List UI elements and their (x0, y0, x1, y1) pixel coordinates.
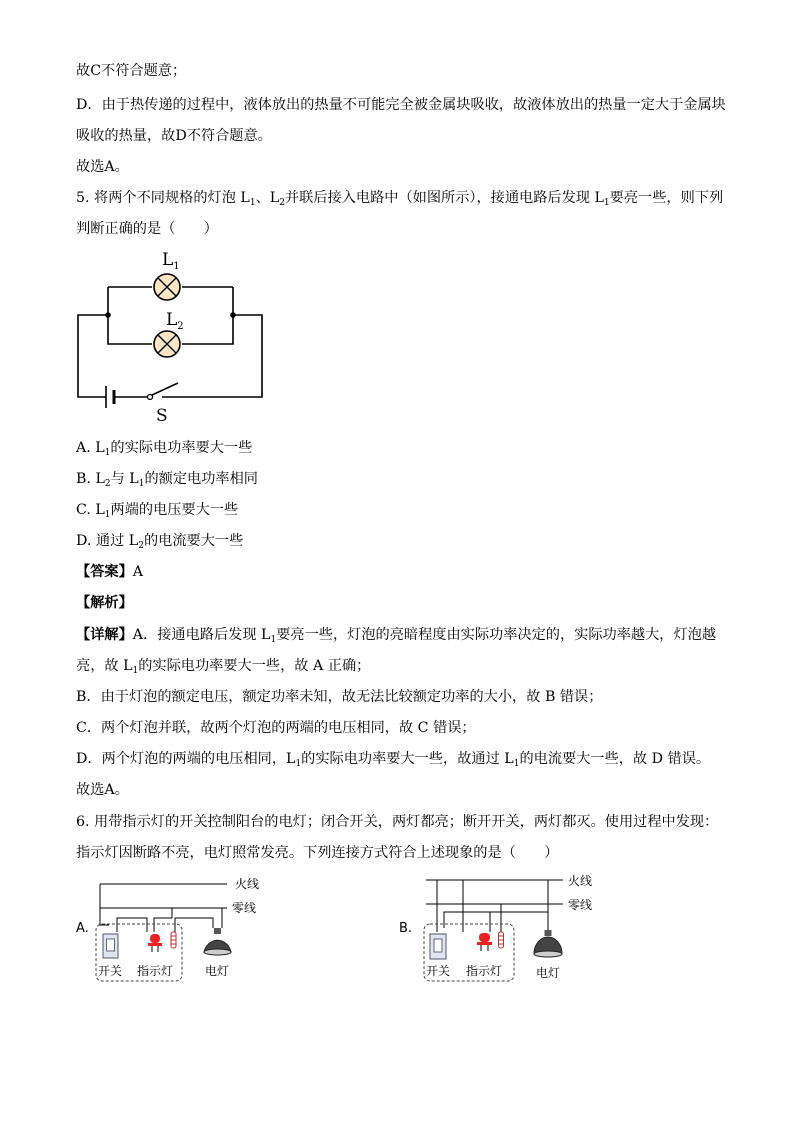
indicator-lamp-icon (477, 933, 492, 951)
switch-label: 开关 (98, 964, 123, 978)
q5-option-d: D. 通过 $L_2$的电流要大一些 (76, 533, 244, 551)
q6-option-a-label: A. (76, 921, 89, 936)
q6-stem-line2: 指示灯因断路不亮，电灯照常发亮。下列连接方式符合上述现象的是（ ） (76, 845, 559, 861)
answer-tag: 【答案】 (76, 564, 133, 580)
lamp-l2-label: $L_2$ (166, 310, 184, 332)
q5-option-b: B. $L_2$与 $L_1$的额定电功率相同 (76, 471, 258, 489)
indicator-label: 指示灯 (137, 964, 174, 978)
ceiling-lamp-icon (204, 928, 231, 955)
lamp-l1-label: $L_1$ (162, 250, 180, 272)
lamp-label: 电灯 (536, 966, 561, 980)
resistor-icon (499, 932, 504, 948)
switch-pivot (148, 395, 153, 400)
q5-stem-line2: 判断正确的是（ ） (76, 221, 218, 237)
prev-c-conclusion: 故C不符合题意； (76, 63, 187, 79)
prev-select: 故选A。 (76, 159, 129, 175)
q5-detail-line5: D．两个灯泡的两端的电压相同，$L_1$的实际电功率要大一些，故通过 $L_1$的电流要大一些，故 D 错误。 (76, 751, 711, 769)
lamp-l1 (154, 274, 180, 300)
neutral-wire-label: 零线 (232, 901, 257, 915)
prev-d-line2: 吸收的热量，故D不符合题意。 (76, 128, 272, 144)
ceiling-lamp-icon (534, 930, 562, 957)
prev-d-line1: D．由于热传递的过程中，液体放出的热量不可能完全被金属块吸收，故液体放出的热量一定大于金属块 (76, 97, 726, 113)
q5-stem-line1: 5. 将两个不同规格的灯泡 $L_1$、$L_2$并联后接入电路中（如图所示），接通电路后发现 $L_1$要亮一些，则下列 (76, 190, 724, 208)
neutral-wire-label: 零线 (568, 898, 593, 912)
q6-option-b-label: B. (399, 921, 413, 936)
lamp-l2 (154, 331, 180, 357)
q5-select: 故选A。 (76, 782, 129, 798)
q5-circuit-diagram (70, 245, 280, 425)
q5-option-c: C. $L_1$两端的电压要大一些 (76, 502, 239, 520)
q6-diagram-a (92, 872, 272, 987)
answer-value: A (132, 564, 144, 580)
switch-label: S (156, 406, 168, 425)
indicator-lamp-icon (148, 934, 162, 952)
junction-right (230, 312, 236, 318)
switch-icon (430, 934, 446, 959)
live-wire-label: 火线 (568, 874, 593, 888)
indicator-label: 指示灯 (466, 964, 503, 978)
q5-analysis-tag: 【解析】 (76, 595, 133, 611)
lamp-label: 电灯 (205, 964, 230, 978)
q5-detail-line4: C．两个灯泡并联，故两个灯泡的两端的电压相同，故 C 错误； (76, 720, 476, 736)
switch-label: 开关 (426, 964, 451, 978)
q5-detail-line3: B．由于灯泡的额定电压，额定功率未知，故无法比较额定功率的大小，故 B 错误； (76, 689, 603, 705)
q5-detail-line2: 亮，故 $L_1$的实际电功率要大一些，故 A 正确； (76, 658, 371, 676)
q5-option-a: A. $L_1$的实际电功率要大一些 (76, 440, 253, 458)
q6-diagram-b (418, 868, 618, 988)
q5-answer (76, 562, 143, 582)
q6-stem-line1: 6. 用带指示灯的开关控制阳台的电灯；闭合开关，两灯都亮；断开开关，两灯都灭。使用过程中发现： (76, 814, 719, 830)
resistor-icon (171, 932, 176, 948)
switch-icon (103, 934, 118, 958)
live-wire-label: 火线 (235, 877, 260, 891)
q5-detail-line1: 【详解】A．接通电路后发现 $L_1$要亮一些，灯泡的亮暗程度由实际功率决定的，实际功率越大，灯泡越 (76, 627, 717, 645)
junction-left (105, 312, 111, 318)
